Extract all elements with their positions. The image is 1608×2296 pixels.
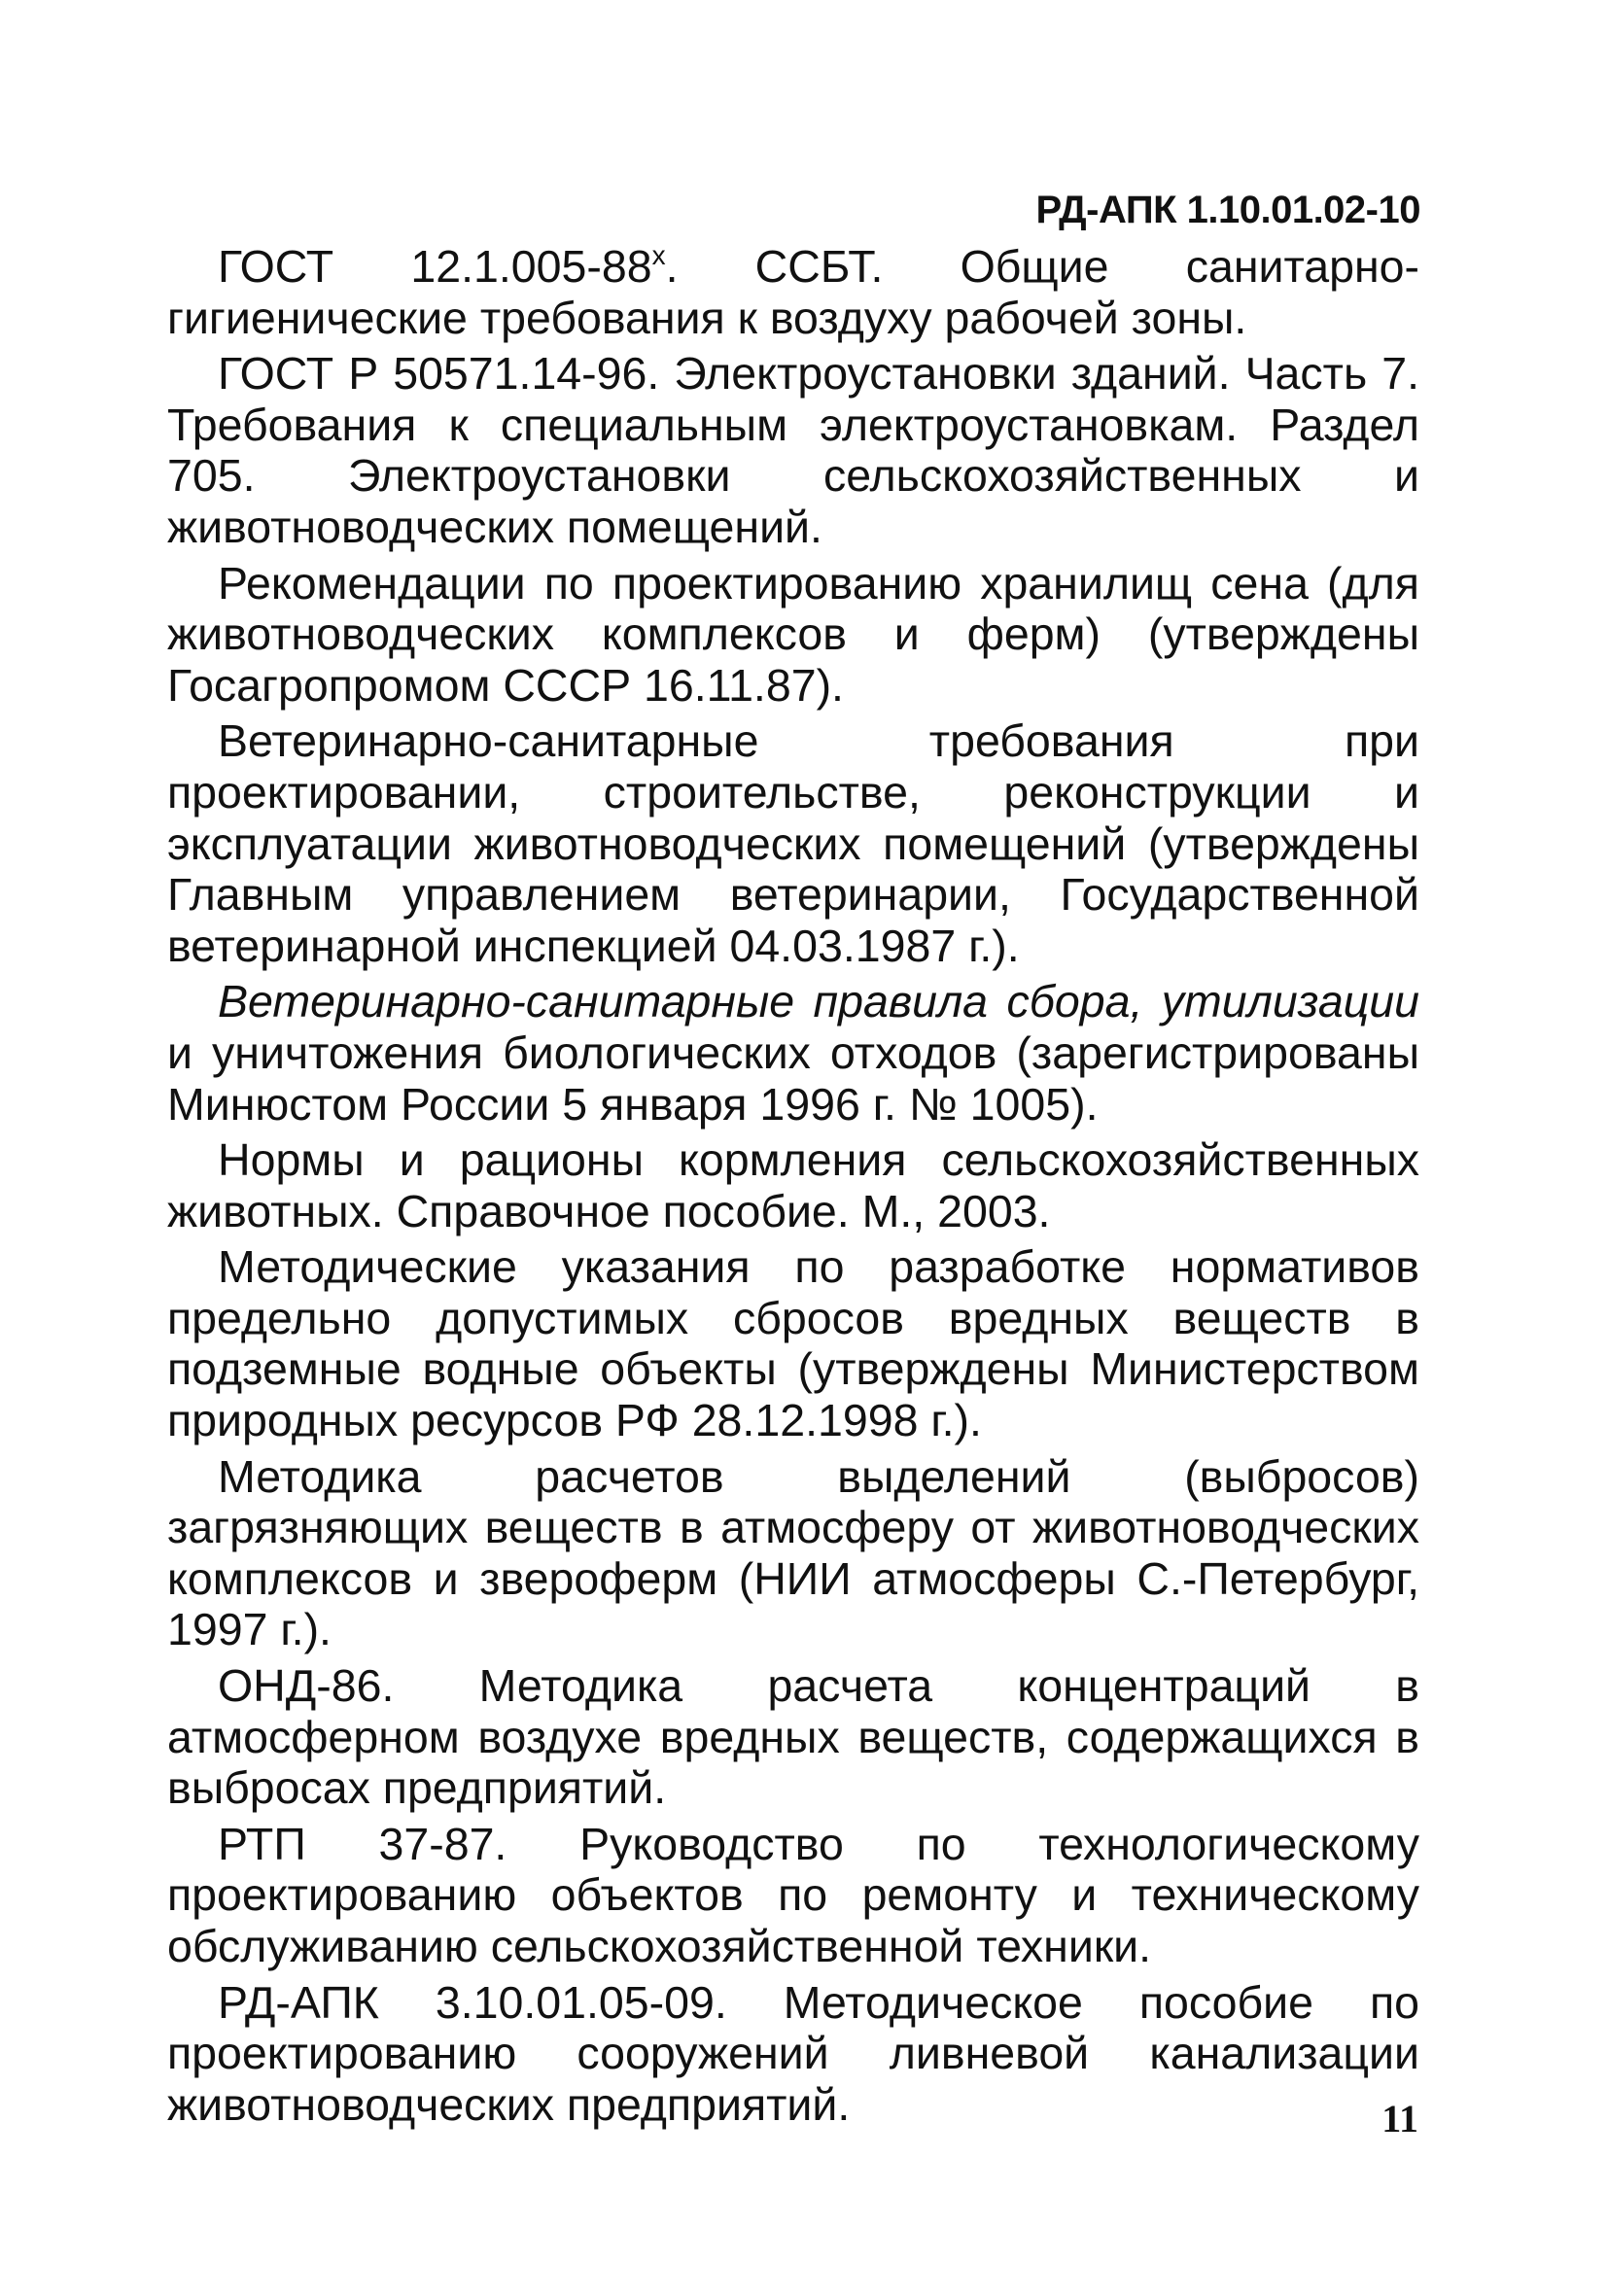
reference-item-ond-86: ОНД-86. Методика расчета концентраций в атмосферном воздухе вредных веществ, содержащихся в выбросах предприятий. [167, 1660, 1419, 1814]
reference-item-gost-12-1-005 [167, 241, 1419, 343]
reference-item-rd-apk-3-10: РД-АПК 3.10.01.05-09. Методическое пособие по проектированию сооружений ливневой канализации животноводческих предприятий. [167, 1976, 1419, 2130]
reference-list [167, 241, 1419, 2135]
reference-rest: и уничтожения биологических отходов (зарегистрированы Минюстом России 5 января 1996 г. № 1005). [167, 1026, 1419, 1130]
page-number: 11 [1381, 2097, 1418, 2140]
reference-lead: ГОСТ 12.1.005-88 [218, 241, 652, 292]
document-code-header: РД-АПК 1.10.01.02-10 [1035, 189, 1420, 231]
reference-item-vet-requirements: Ветеринарно-санитарные требования при проектировании, строительстве, реконструкции и эксплуатации животноводческих помещений (утверждены Главным управлением ветеринарии, Государственной ветеринарной инспекцией 04.03.1987 г.). [167, 715, 1419, 971]
reference-superscript: х [651, 240, 666, 270]
reference-tail: . ССБТ. Общие санитарно-гигиенические требования к воздуху рабочей зоны. [167, 241, 1419, 343]
reference-item-feeding-norms: Нормы и рационы кормления сельскохозяйственных животных. Справочное пособие. М., 2003. [167, 1134, 1419, 1236]
reference-item-hay-storage: Рекомендации по проектированию хранилищ сена (для животноводческих комплексов и ферм) (утверждены Госагропромом СССР 16.11.87). [167, 557, 1419, 711]
reference-italic-title: Ветеринарно-санитарные правила сбора, утилизации [218, 976, 1419, 1027]
reference-item-gost-r-50571: ГОСТ Р 50571.14-96. Электроустановки зданий. Часть 7. Требования к специальным электроустановкам. Раздел 705. Электроустановки сельскохозяйственных и животноводческих помещений. [167, 348, 1419, 552]
reference-item-vet-rules [167, 976, 1419, 1130]
reference-item-rtp-37-87: РТП 37-87. Руководство по технологическому проектированию объектов по ремонту и техническому обслуживанию сельскохозяйственной техники. [167, 1818, 1419, 1971]
reference-item-discharge-guidelines: Методические указания по разработке нормативов предельно допустимых сбросов вредных веществ в подземные водные объекты (утверждены Министерством природных ресурсов РФ 28.12.1998 г.). [167, 1241, 1419, 1446]
reference-item-emission-method: Методика расчетов выделений (выбросов) загрязняющих веществ в атмосферу от животноводческих комплексов и звероферм (НИИ атмосферы С.-Петербург, 1997 г.). [167, 1450, 1419, 1655]
